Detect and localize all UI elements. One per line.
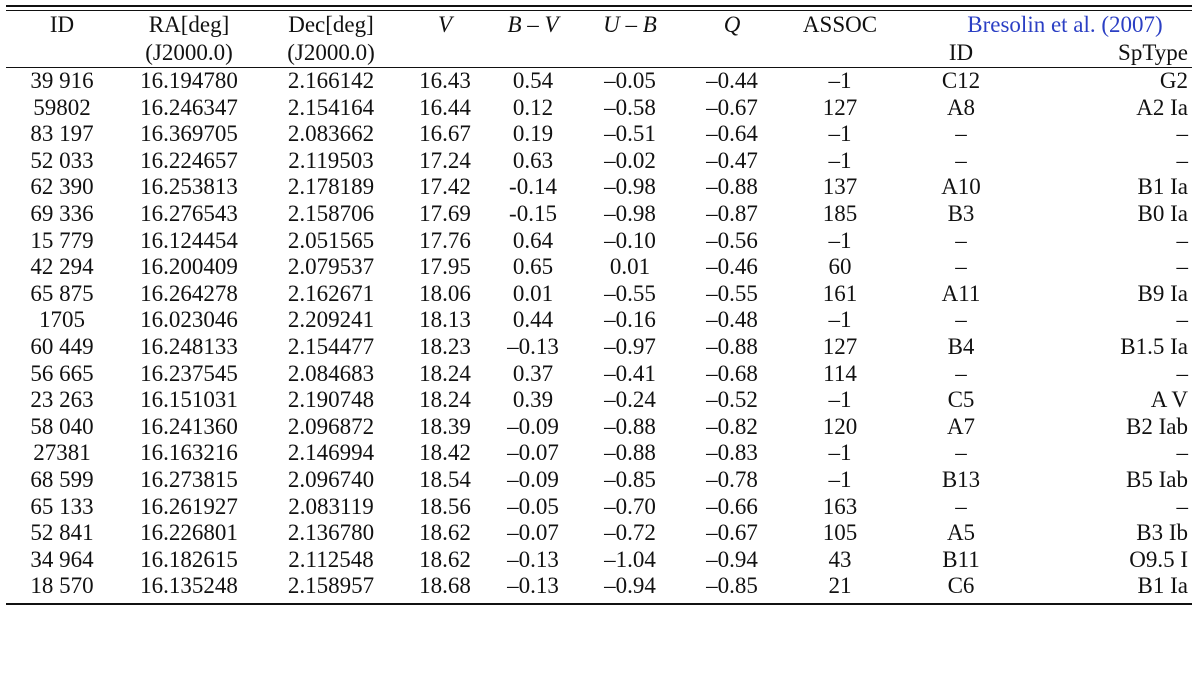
cell-u-b: –0.41: [604, 360, 656, 386]
cell-u-b: –0.98: [604, 174, 656, 200]
cell-q: –0.55: [706, 280, 758, 306]
cell-q: –0.46: [706, 254, 758, 280]
cell-sptype: B3 Ib: [1136, 520, 1188, 546]
cell-dec: 2.146994: [287, 440, 375, 466]
cell-q: –0.67: [706, 94, 758, 120]
cell-sptype: –: [1176, 307, 1188, 333]
cell-ra: 16.151031: [140, 387, 238, 413]
header-q-sub: [682, 39, 782, 68]
cell-u-b: –0.72: [604, 520, 656, 546]
cell-bresolin-id: –: [955, 147, 967, 173]
cell-q: –0.52: [706, 387, 758, 413]
cell-dec: 2.136780: [287, 520, 375, 546]
table-row: [6, 174, 1192, 201]
table-row: [6, 68, 1192, 95]
header-row-1: [6, 11, 1192, 39]
cell-u-b: –0.55: [604, 280, 656, 306]
cell-assoc: –1: [828, 147, 852, 173]
cell-sptype: B0 Ia: [1137, 200, 1188, 226]
cell-id: 62 390: [30, 174, 94, 200]
cell-assoc: –1: [828, 121, 852, 147]
cell-assoc: 43: [828, 546, 852, 572]
cell-dec: 2.096872: [287, 413, 375, 439]
cell-assoc: –1: [828, 307, 852, 333]
table-row: [6, 440, 1192, 467]
header-id-sub: [6, 39, 118, 68]
cell-q: –0.78: [706, 466, 758, 492]
cell-bresolin-id: A7: [946, 413, 976, 439]
cell-bresolin-id: –: [955, 227, 967, 253]
cell-dec: 2.079537: [287, 254, 375, 280]
table-row: [6, 201, 1192, 228]
cell-ra: 16.276543: [140, 200, 238, 226]
cell-ra: 16.241360: [140, 413, 238, 439]
cell-v: 18.62: [419, 520, 471, 546]
cell-assoc: –1: [828, 68, 852, 93]
cell-b-v: 0.54: [512, 68, 554, 93]
table-row: [6, 547, 1192, 574]
cell-dec: 2.083119: [288, 493, 374, 519]
cell-assoc: 21: [828, 573, 852, 599]
table-row: [6, 414, 1192, 441]
cell-id: 15 779: [30, 227, 94, 253]
cell-ra: 16.163216: [140, 440, 238, 466]
table-row: [6, 387, 1192, 414]
header-bv-sub: [488, 39, 578, 68]
header-ub-sub: [578, 39, 682, 68]
cell-bresolin-id: –: [955, 360, 967, 386]
cell-assoc: 161: [822, 280, 858, 306]
cell-sptype: B9 Ia: [1137, 280, 1188, 306]
cell-b-v: 0.37: [512, 360, 554, 386]
cell-v: 18.24: [419, 387, 471, 413]
cell-ra: 16.023046: [140, 307, 238, 333]
cell-id: 52 841: [30, 520, 94, 546]
cell-v: 18.23: [419, 333, 471, 359]
cell-id: 68 599: [30, 466, 94, 492]
cell-q: –0.44: [706, 68, 758, 93]
cell-id: 1705: [39, 307, 85, 333]
cell-q: –0.88: [706, 333, 758, 359]
cell-dec: 2.154477: [287, 333, 375, 359]
header-v-sub: [402, 39, 488, 68]
cell-id: 58 040: [30, 413, 94, 439]
cell-v: 17.69: [419, 200, 471, 226]
table-bottom-rule: [6, 603, 1192, 605]
cell-assoc: 185: [822, 200, 858, 226]
cell-ra: 16.261927: [140, 493, 238, 519]
cell-v: 18.24: [419, 360, 471, 386]
cell-ra: 16.264278: [140, 280, 238, 306]
cell-assoc: –1: [828, 227, 852, 253]
cell-q: –0.64: [706, 121, 758, 147]
header-row-2: [6, 39, 1192, 68]
cell-q: –0.66: [706, 493, 758, 519]
header-dec: Dec[deg]: [288, 12, 374, 37]
cell-b-v: 0.01: [512, 280, 554, 306]
cell-u-b: –0.98: [604, 200, 656, 226]
cell-v: 17.95: [419, 254, 471, 280]
cell-v: 18.62: [419, 546, 471, 572]
cell-id: 65 133: [30, 493, 94, 519]
cell-u-b: –0.88: [604, 413, 656, 439]
cell-id: 59802: [33, 94, 91, 120]
cell-bresolin-id: A8: [946, 94, 976, 120]
cell-assoc: 114: [823, 360, 857, 386]
cell-ra: 16.226801: [140, 520, 238, 546]
cell-assoc: –1: [828, 387, 852, 413]
cell-ra: 16.248133: [140, 333, 238, 359]
cell-dec: 2.158957: [287, 573, 375, 599]
cell-dec: 2.190748: [287, 387, 375, 413]
cell-q: –0.94: [706, 546, 758, 572]
cell-v: 17.76: [419, 227, 471, 253]
table-row: [6, 121, 1192, 148]
cell-q: –0.85: [706, 573, 758, 599]
cell-u-b: –0.58: [604, 94, 656, 120]
cell-q: –0.48: [706, 307, 758, 333]
cell-q: –0.56: [706, 227, 758, 253]
data-table-container: [6, 5, 1192, 605]
cell-b-v: –0.09: [507, 466, 559, 492]
cell-sptype: B1 Ia: [1137, 573, 1188, 599]
cell-id: 34 964: [30, 546, 94, 572]
cell-v: 16.43: [419, 68, 471, 93]
cell-id: 23 263: [30, 387, 94, 413]
cell-u-b: –0.10: [604, 227, 656, 253]
cell-id: 83 197: [30, 121, 94, 147]
cell-ra: 16.273815: [140, 466, 238, 492]
table-row: [6, 361, 1192, 388]
cell-v: 18.39: [419, 413, 471, 439]
cell-b-v: –0.07: [507, 440, 559, 466]
cell-id: 18 570: [30, 573, 94, 599]
cell-id: 42 294: [30, 254, 94, 280]
cell-b-v: 0.39: [512, 387, 554, 413]
cell-ra: 16.200409: [140, 254, 238, 280]
table-row: [6, 494, 1192, 521]
cell-assoc: 120: [822, 413, 858, 439]
cell-ra: 16.182615: [140, 546, 238, 572]
cell-u-b: –0.70: [604, 493, 656, 519]
cell-assoc: 137: [822, 174, 858, 200]
header-u-b-color: U – B: [603, 12, 657, 37]
cell-q: –0.47: [706, 147, 758, 173]
cell-v: 17.24: [419, 147, 471, 173]
cell-assoc: –1: [828, 466, 852, 492]
cell-u-b: –0.16: [604, 307, 656, 333]
cell-u-b: –0.24: [604, 387, 656, 413]
header-v-magnitude: V: [437, 12, 453, 37]
cell-u-b: –0.88: [604, 440, 656, 466]
table-row: [6, 254, 1192, 281]
cell-bresolin-id: –: [955, 307, 967, 333]
table-row: [6, 307, 1192, 334]
cell-b-v: 0.12: [512, 94, 554, 120]
table-row: [6, 228, 1192, 255]
table-row: [6, 467, 1192, 494]
cell-v: 18.42: [419, 440, 471, 466]
cell-ra: 16.237545: [140, 360, 238, 386]
cell-q: –0.88: [706, 174, 758, 200]
cell-id: 65 875: [30, 280, 94, 306]
cell-b-v: 0.65: [512, 254, 554, 280]
cell-v: 17.42: [419, 174, 471, 200]
cell-ra: 16.224657: [140, 147, 238, 173]
cell-assoc: 127: [822, 333, 858, 359]
header-bresolin-id: ID: [948, 40, 974, 65]
cell-b-v: -0.14: [509, 174, 557, 200]
cell-bresolin-id: –: [955, 440, 967, 466]
header-ra: RA[deg]: [148, 12, 230, 37]
cell-b-v: –0.13: [507, 573, 559, 599]
table-row: [6, 281, 1192, 308]
header-sptype: SpType: [1118, 40, 1188, 65]
cell-sptype: –: [1176, 493, 1188, 519]
cell-v: 18.56: [419, 493, 471, 519]
cell-v: 16.67: [419, 121, 471, 147]
header-id: ID: [49, 12, 75, 37]
cell-ra: 16.253813: [140, 174, 238, 200]
cell-sptype: A V: [1150, 387, 1188, 413]
cell-assoc: 60: [828, 254, 852, 280]
cell-bresolin-id: B11: [942, 546, 980, 572]
cell-bresolin-id: C5: [947, 387, 975, 413]
cell-sptype: –: [1176, 360, 1188, 386]
cell-dec: 2.096740: [287, 466, 375, 492]
cell-b-v: –0.13: [507, 333, 559, 359]
cell-b-v: –0.13: [507, 546, 559, 572]
cell-sptype: –: [1176, 121, 1188, 147]
cell-u-b: –0.94: [604, 573, 656, 599]
cell-sptype: –: [1176, 254, 1188, 280]
cell-bresolin-id: –: [955, 254, 967, 280]
cell-bresolin-id: B3: [947, 200, 975, 226]
cell-bresolin-id: A11: [941, 280, 981, 306]
cell-b-v: 0.44: [512, 307, 554, 333]
cell-bresolin-id: A5: [946, 520, 976, 546]
cell-ra: 16.246347: [140, 94, 238, 120]
cell-v: 18.13: [419, 307, 471, 333]
cell-bresolin-id: B4: [947, 333, 975, 359]
cell-ra: 16.124454: [140, 227, 238, 253]
cell-u-b: –0.05: [604, 68, 656, 93]
cell-v: 16.44: [419, 94, 471, 120]
cell-b-v: –0.05: [507, 493, 559, 519]
cell-dec: 2.162671: [287, 280, 375, 306]
cell-id: 69 336: [30, 200, 94, 226]
cell-sptype: B1 Ia: [1137, 174, 1188, 200]
cell-dec: 2.166142: [287, 68, 375, 93]
cell-b-v: 0.19: [512, 121, 554, 147]
cell-bresolin-id: –: [955, 493, 967, 519]
cell-dec: 2.158706: [287, 200, 375, 226]
cell-sptype: O9.5 I: [1129, 546, 1188, 572]
header-assoc: ASSOC: [802, 12, 878, 37]
cell-v: 18.68: [419, 573, 471, 599]
cell-b-v: -0.15: [509, 200, 557, 226]
cell-dec: 2.178189: [287, 174, 375, 200]
cell-id: 27381: [33, 440, 91, 466]
cell-bresolin-id: –: [955, 121, 967, 147]
cell-dec: 2.112548: [288, 546, 374, 572]
cell-sptype: –: [1176, 147, 1188, 173]
cell-b-v: –0.07: [507, 520, 559, 546]
cell-assoc: 105: [822, 520, 858, 546]
cell-u-b: 0.01: [609, 254, 651, 280]
cell-assoc: –1: [828, 440, 852, 466]
cell-u-b: –0.02: [604, 147, 656, 173]
cell-b-v: –0.09: [507, 413, 559, 439]
cell-v: 18.54: [419, 466, 471, 492]
cell-sptype: –: [1176, 227, 1188, 253]
table-row: [6, 520, 1192, 547]
cell-id: 39 916: [30, 68, 94, 93]
table-row: [6, 573, 1192, 600]
cell-sptype: –: [1176, 440, 1188, 466]
cell-q: –0.87: [706, 200, 758, 226]
cell-bresolin-id: B13: [941, 466, 981, 492]
cell-dec: 2.209241: [287, 307, 375, 333]
header-assoc-sub: [782, 39, 898, 68]
cell-b-v: 0.63: [512, 147, 554, 173]
cell-dec: 2.084683: [287, 360, 375, 386]
star-catalog-table: [6, 11, 1192, 600]
cell-dec: 2.154164: [287, 94, 375, 120]
table-top-rule: [6, 5, 1192, 7]
cell-assoc: 163: [822, 493, 858, 519]
table-row: [6, 148, 1192, 175]
cell-u-b: –0.85: [604, 466, 656, 492]
cell-q: –0.82: [706, 413, 758, 439]
header-b-v-color: B – V: [507, 12, 559, 37]
cell-u-b: –1.04: [604, 546, 656, 572]
cell-sptype: B1.5 Ia: [1120, 333, 1188, 359]
cell-v: 18.06: [419, 280, 471, 306]
cell-b-v: 0.64: [512, 227, 554, 253]
cell-dec: 2.051565: [287, 227, 375, 253]
cell-dec: 2.083662: [287, 121, 375, 147]
table-body: [6, 68, 1192, 600]
cell-sptype: A2 Ia: [1136, 94, 1188, 120]
cell-dec: 2.119503: [288, 147, 374, 173]
cell-sptype: G2: [1159, 68, 1188, 93]
cell-id: 60 449: [30, 333, 94, 359]
bresolin-citation-link[interactable]: Bresolin et al. (2007): [967, 12, 1163, 37]
table-header: [6, 11, 1192, 68]
table-row: [6, 334, 1192, 361]
cell-q: –0.68: [706, 360, 758, 386]
cell-q: –0.67: [706, 520, 758, 546]
cell-bresolin-id: C12: [941, 68, 981, 93]
cell-bresolin-id: A10: [941, 174, 981, 200]
cell-ra: 16.194780: [140, 68, 238, 93]
cell-u-b: –0.51: [604, 121, 656, 147]
cell-sptype: B5 Iab: [1126, 466, 1188, 492]
cell-sptype: B2 Iab: [1126, 413, 1188, 439]
cell-id: 56 665: [30, 360, 94, 386]
table-row: [6, 95, 1192, 122]
header-dec-epoch: (J2000.0): [287, 40, 375, 65]
cell-q: –0.83: [706, 440, 758, 466]
cell-bresolin-id: C6: [947, 573, 975, 599]
header-q-index: Q: [723, 12, 741, 37]
cell-u-b: –0.97: [604, 333, 656, 359]
cell-assoc: 127: [822, 94, 858, 120]
cell-ra: 16.369705: [140, 121, 238, 147]
cell-ra: 16.135248: [140, 573, 238, 599]
header-ra-epoch: (J2000.0): [145, 40, 233, 65]
cell-id: 52 033: [30, 147, 94, 173]
